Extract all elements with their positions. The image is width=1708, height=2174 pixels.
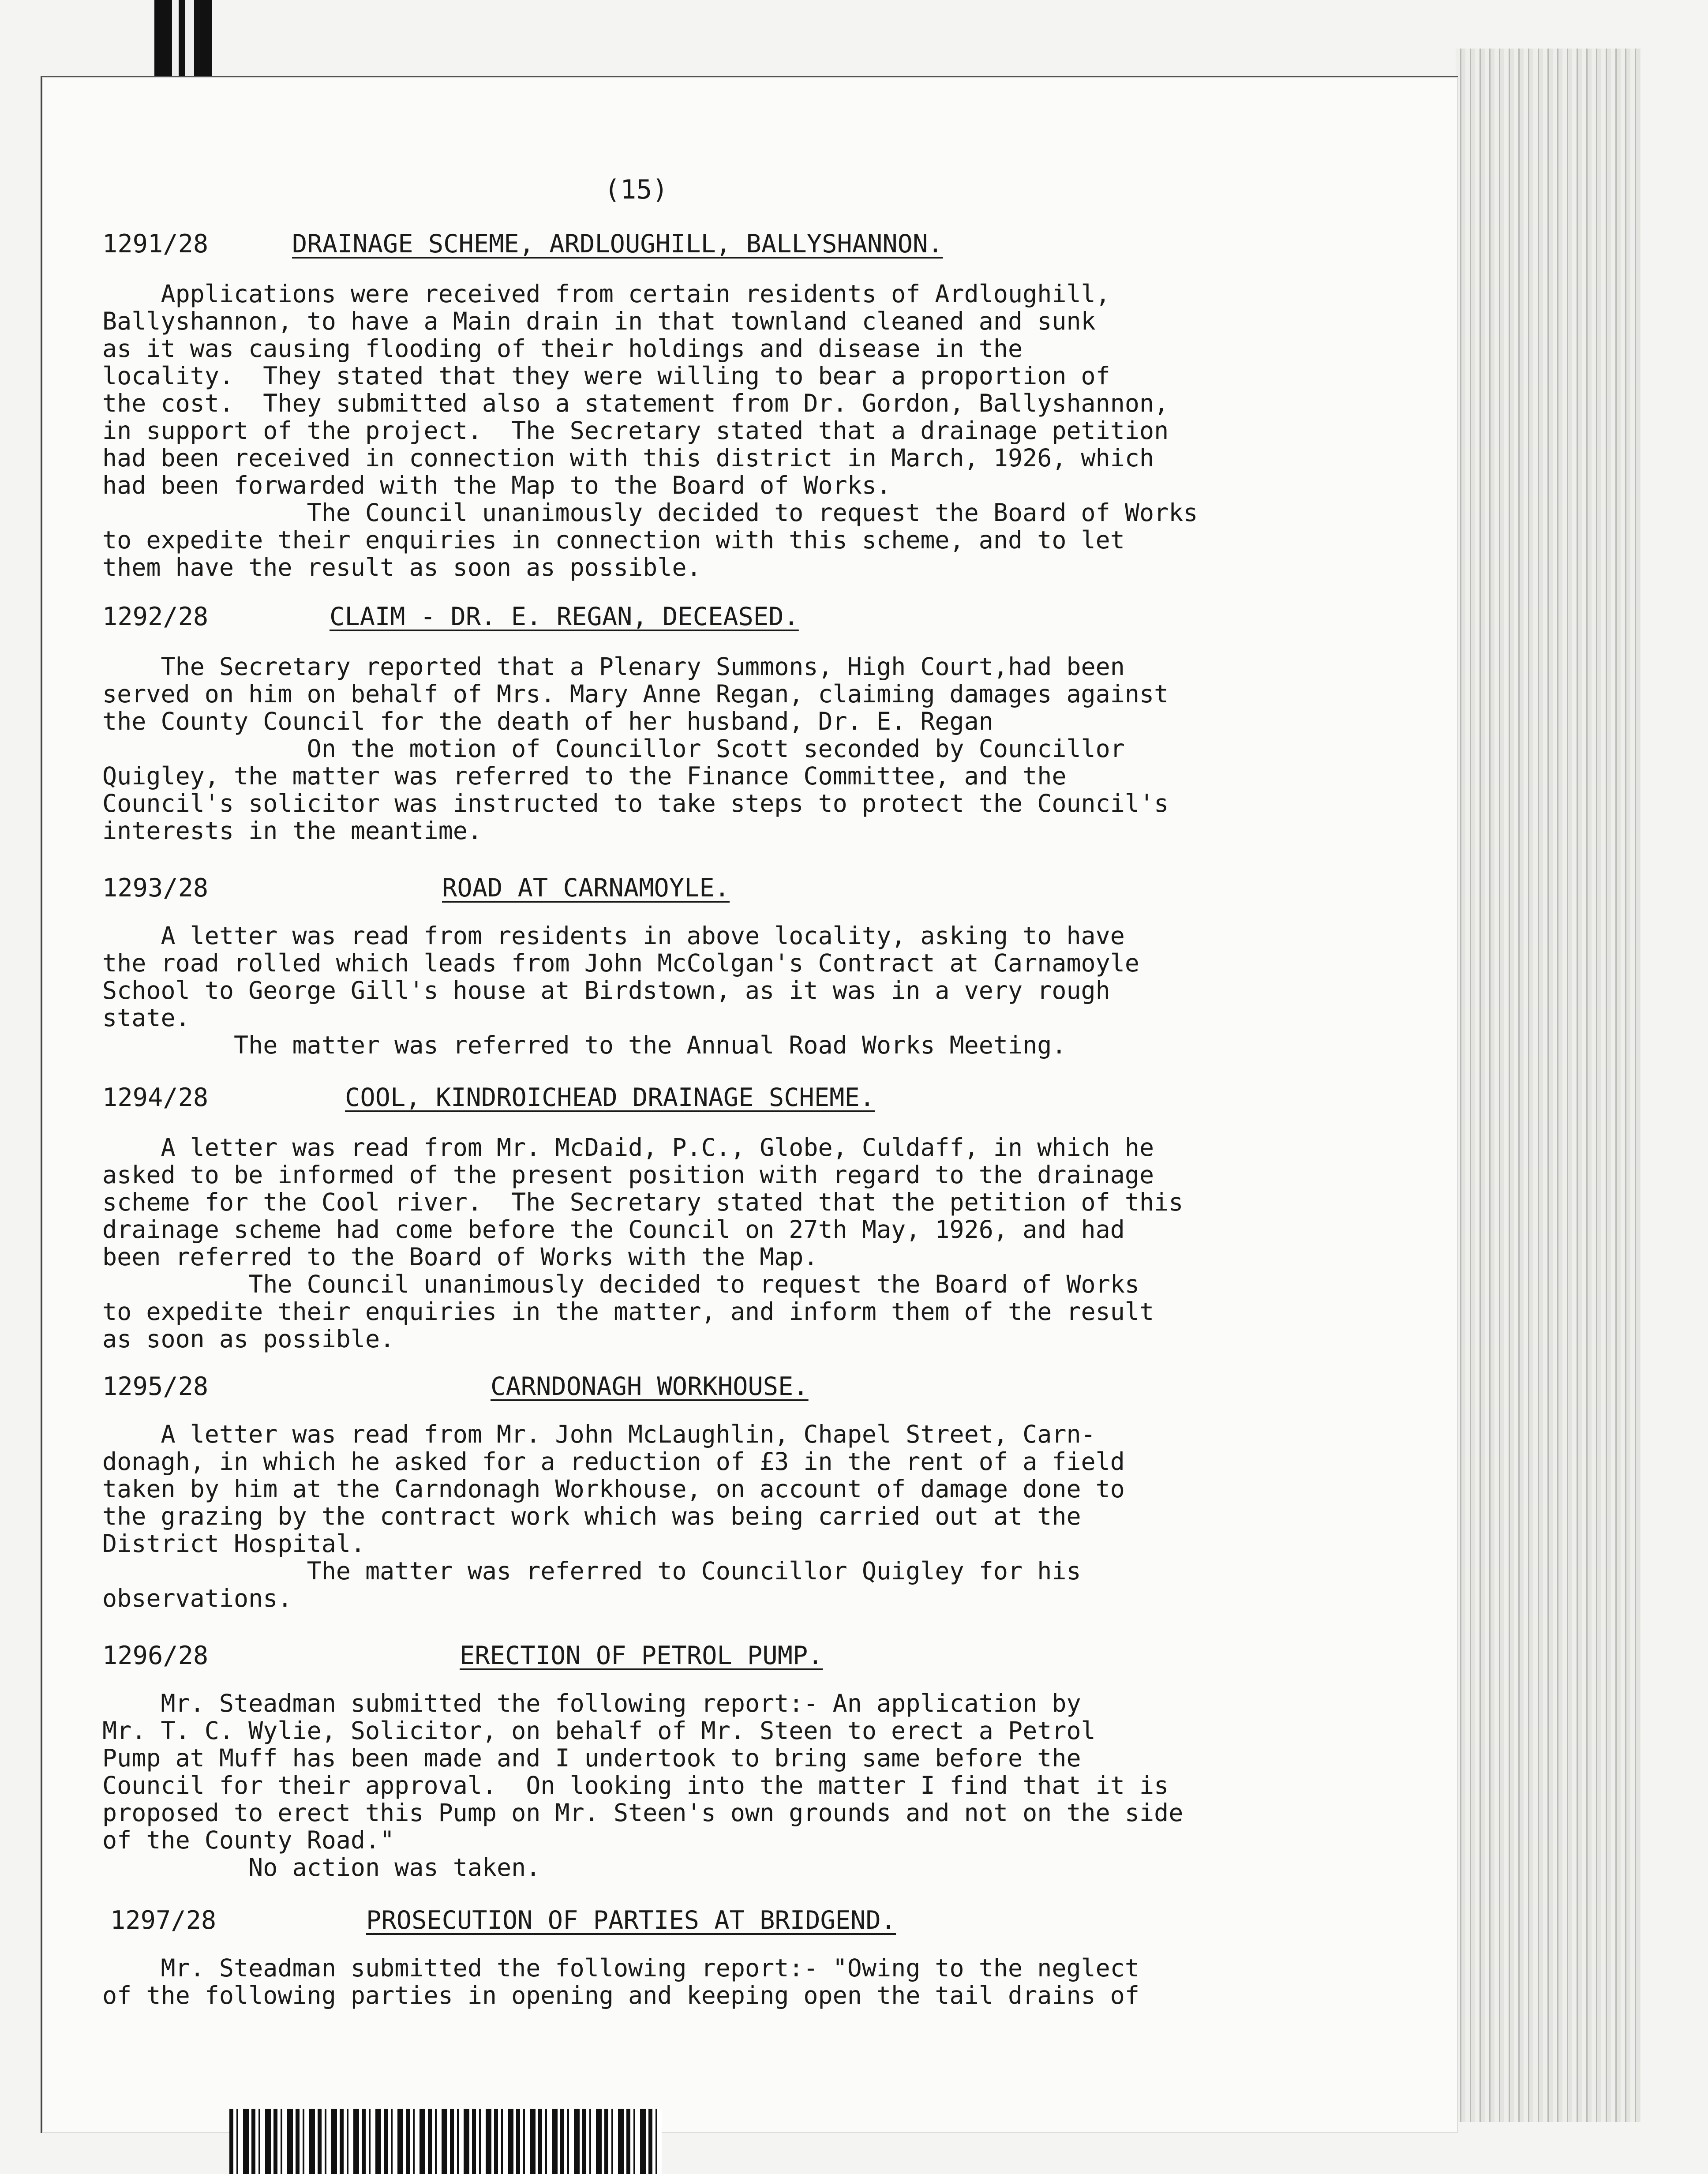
barcode [229, 2109, 662, 2174]
section-title: DRAINAGE SCHEME, ARDLOUGHILL, BALLYSHANNON. [292, 229, 943, 259]
section-body: A letter was read from Mr. McDaid, P.C., Globe, Culdaff, in which he asked to be informed of the present position with regard to the drainage scheme for the Cool river. The Secretary stated that the petition of this drainage scheme had come before the Council on 27th May, 1926, and had been referred to the Board of Works with the Map. The Council unanimously decided to request the Board of Works to expedite their enquiries in the matter, and inform them of the result as soon as possible. [102, 1133, 1184, 1353]
section-body: The Secretary reported that a Plenary Summons, High Court,had been served on him on behalf of Mrs. Mary Anne Regan, claiming damages against the County Council for the death of her husband, Dr. E. Regan On the motion of Councillor Scott seconded by Councillor Quigley, the matter was referred to the Finance Committee, and the Council's solicitor was instructed to take steps to protect the Council's interests in the meantime. [102, 652, 1169, 845]
minute-number: 1293/28 [102, 873, 209, 903]
minute-number: 1295/28 [102, 1372, 209, 1401]
section-title: ROAD AT CARNAMOYLE. [442, 873, 730, 903]
section-body: A letter was read from residents in above locality, asking to have the road rolled which leads from John McColgan's Contract at Carnamoyle School to George Gill's house at Birdstown, as it was in a very rough state. The matter was referred to the Annual Road Works Meeting. [102, 922, 1140, 1059]
section-body: A letter was read from Mr. John McLaughlin, Chapel Street, Carn- donagh, in which he asked for a reduction of £3 in the rent of a field taken by him at the Carndonagh Workhouse, on account of damage done to the grazing by the contract work which was being carried out at the District Hospital. The matter was referred to Councillor Quigley for his observations. [102, 1420, 1125, 1612]
page-stack-edge [1456, 49, 1641, 2122]
section-title: ERECTION OF PETROL PUMP. [460, 1641, 823, 1670]
section-title: CLAIM - DR. E. REGAN, DECEASED. [330, 602, 799, 631]
section-title: CARNDONAGH WORKHOUSE. [491, 1372, 809, 1401]
section-title: PROSECUTION OF PARTIES AT BRIDGEND. [366, 1906, 896, 1935]
section-body: Mr. Steadman submitted the following report:- "Owing to the neglect of the following parties in opening and keeping open the tail drains of [102, 1954, 1140, 2009]
page-number: (15) [604, 174, 668, 205]
minute-number: 1291/28 [102, 229, 209, 259]
binding-spine [154, 0, 212, 84]
section-body: Mr. Steadman submitted the following report:- An application by Mr. T. C. Wylie, Solicitor, on behalf of Mr. Steen to erect a Petrol Pump at Muff has been made and I undertook to bring same before the Council for their approval. On looking into the matter I find that it is proposed to erect this Pump on Mr. Steen's own grounds and not on the side of the County Road." No action was taken. [102, 1689, 1184, 1882]
minute-number: 1296/28 [102, 1641, 209, 1670]
section-body: Applications were received from certain residents of Ardloughill, Ballyshannon, to have a Main drain in that townland cleaned and sunk as it was causing flooding of their holdings and disease in the locality. They stated that they were willing to bear a proportion of the cost. They submitted also a statement from Dr. Gordon, Ballyshannon, in support of the project. The Secretary stated that a drainage petition had been received in connection with this district in March, 1926, which had been forwarded with the Map to the Board of Works. The Council unanimously decided to request the Board of Works to expedite their enquiries in connection with this scheme, and to let them have the result as soon as possible. [102, 280, 1198, 581]
minute-number: 1294/28 [102, 1083, 209, 1112]
minute-number: 1297/28 [110, 1906, 217, 1935]
section-title: COOL, KINDROICHEAD DRAINAGE SCHEME. [345, 1083, 875, 1112]
minute-number: 1292/28 [102, 602, 209, 631]
